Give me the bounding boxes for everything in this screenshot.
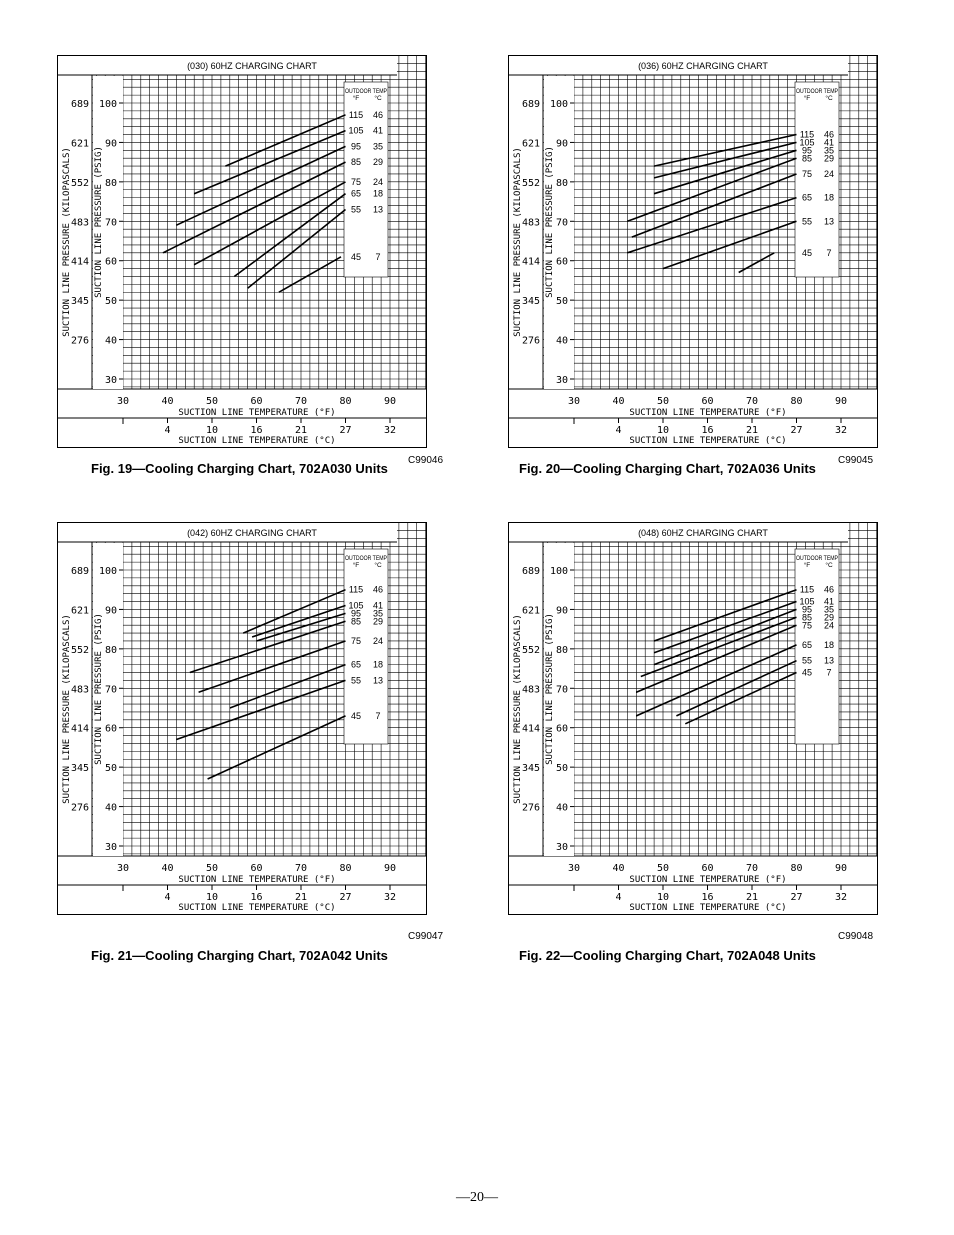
y-tick-label: 40 (555, 802, 568, 814)
legend-label-c: 13 (823, 216, 835, 227)
figure-code: C99046 (408, 455, 444, 466)
legend-label-c: 13 (823, 655, 835, 666)
y-axis-title-psig: SUCTION LINE PRESSURE (PSIG) (545, 146, 555, 298)
x-tick-label: 50 (205, 396, 219, 407)
legend-unit-f: °F (803, 562, 811, 569)
x-tick-label: 70 (745, 396, 759, 407)
kpa-tick-label: 552 (70, 644, 89, 656)
c-tick-label: 21 (745, 425, 759, 436)
legend-label-c: 7 (826, 247, 832, 258)
legend-label-f: 115 (348, 584, 364, 595)
y-tick-label: 50 (104, 763, 117, 775)
x-tick-label: 30 (567, 396, 581, 407)
legend-label-f: 105 (348, 600, 364, 611)
c-tick-label: 10 (656, 892, 670, 903)
legend-label-c: 46 (823, 129, 835, 140)
legend-label-c: 18 (372, 188, 384, 199)
y-axis-title-psig: SUCTION LINE PRESSURE (PSIG) (94, 146, 104, 298)
legend-label-f: 65 (350, 659, 362, 670)
legend-label-f: 95 (350, 608, 362, 619)
c-tick-label: 32 (383, 892, 397, 903)
legend-label-f: 85 (801, 153, 813, 164)
legend-label-c: 29 (372, 616, 384, 627)
legend-label-f: 115 (799, 584, 815, 595)
kpa-tick-label: 414 (521, 256, 540, 268)
y-tick-label: 70 (104, 684, 117, 696)
legend-label-f: 55 (801, 216, 813, 227)
charging-chart-030 (57, 55, 427, 448)
legend-label-f: 105 (348, 125, 364, 136)
legend-unit-c: °C (825, 95, 833, 102)
y-tick-label: 90 (555, 605, 568, 617)
legend-label-c: 46 (372, 109, 384, 120)
kpa-tick-label: 689 (70, 566, 89, 577)
y-tick-label: 80 (555, 644, 568, 656)
legend-label-f: 115 (348, 109, 364, 120)
x-tick-label: 40 (612, 863, 625, 874)
legend-label-f: 45 (801, 667, 813, 678)
chart-title: (030) 60HZ CHARGING CHART (187, 61, 317, 71)
legend-unit-c: °C (374, 95, 382, 102)
x-axis-title-c: SUCTION LINE TEMPERATURE (°C) (178, 903, 336, 913)
kpa-tick-label: 689 (521, 99, 540, 110)
legend-label-c: 13 (372, 204, 384, 215)
kpa-tick-label: 483 (521, 217, 540, 229)
legend-label-c: 29 (823, 153, 835, 164)
legend-label-f: 95 (801, 604, 813, 615)
c-tick-label: 4 (164, 892, 171, 903)
c-tick-label: 21 (745, 892, 759, 903)
kpa-tick-label: 621 (521, 605, 540, 617)
legend-label-c: 41 (372, 125, 384, 136)
kpa-tick-label: 414 (70, 256, 89, 268)
x-tick-label: 30 (116, 396, 130, 407)
legend-label-f: 85 (350, 616, 362, 627)
c-tick-label: 4 (615, 425, 622, 436)
legend-label-c: 35 (372, 608, 384, 619)
kpa-tick-label: 276 (521, 335, 540, 347)
c-tick-label: 27 (790, 425, 803, 436)
x-axis-title-c: SUCTION LINE TEMPERATURE (°C) (629, 436, 787, 446)
c-tick-label: 32 (834, 892, 848, 903)
x-tick-label: 60 (250, 396, 263, 407)
legend-heading: OUTDOOR TEMP (796, 555, 838, 562)
x-tick-label: 80 (790, 396, 803, 407)
legend-unit-c: °C (374, 562, 382, 569)
y-tick-label: 50 (104, 296, 117, 308)
legend-label-f: 105 (799, 596, 815, 607)
figure-caption: Fig. 22—Cooling Charging Chart, 702A048 Units (519, 948, 816, 963)
c-tick-label: 27 (339, 425, 352, 436)
kpa-tick-label: 276 (70, 335, 89, 347)
legend-label-f: 55 (350, 675, 362, 686)
figure-caption: Fig. 20—Cooling Charging Chart, 702A036 Units (519, 461, 816, 476)
c-tick-label: 10 (205, 892, 219, 903)
y-axis-title-kpa: SUCTION LINE PRESSURE (KILOPASCALS) (62, 147, 72, 337)
kpa-tick-label: 621 (70, 605, 89, 617)
legend-label-c: 13 (372, 675, 384, 686)
legend-label-c: 24 (372, 176, 384, 187)
y-tick-label: 50 (555, 763, 568, 775)
y-axis-title-kpa: SUCTION LINE PRESSURE (KILOPASCALS) (513, 147, 523, 337)
x-tick-label: 70 (294, 396, 308, 407)
y-tick-label: 100 (98, 566, 117, 577)
legend-label-f: 45 (350, 710, 362, 721)
x-axis-title-f: SUCTION LINE TEMPERATURE (°F) (629, 408, 787, 418)
x-axis-title-f: SUCTION LINE TEMPERATURE (°F) (178, 875, 336, 885)
legend-label-c: 18 (823, 639, 835, 650)
x-tick-label: 40 (161, 863, 174, 874)
y-tick-label: 100 (549, 99, 568, 110)
x-tick-label: 70 (294, 863, 308, 874)
legend-label-f: 115 (799, 129, 815, 140)
x-tick-label: 30 (116, 863, 130, 874)
legend-heading: OUTDOOR TEMP (345, 555, 387, 562)
x-tick-label: 70 (745, 863, 759, 874)
x-tick-label: 60 (701, 863, 714, 874)
legend-unit-f: °F (352, 562, 360, 569)
legend-label-f: 65 (801, 192, 813, 203)
kpa-tick-label: 483 (70, 684, 89, 696)
c-tick-label: 4 (164, 425, 171, 436)
y-tick-label: 90 (555, 138, 568, 150)
legend-label-c: 41 (372, 600, 384, 611)
c-tick-label: 10 (656, 425, 670, 436)
y-tick-label: 80 (555, 177, 568, 189)
y-tick-label: 100 (98, 99, 117, 110)
legend-label-f: 65 (350, 188, 362, 199)
c-tick-label: 32 (834, 425, 848, 436)
y-axis-title-kpa: SUCTION LINE PRESSURE (KILOPASCALS) (62, 614, 72, 804)
c-tick-label: 27 (339, 892, 352, 903)
x-tick-label: 40 (612, 396, 625, 407)
legend-label-c: 7 (375, 710, 381, 721)
y-tick-label: 70 (104, 217, 117, 229)
kpa-tick-label: 552 (70, 177, 89, 189)
kpa-tick-label: 552 (521, 177, 540, 189)
figure-code: C99048 (838, 931, 874, 942)
y-tick-label: 90 (104, 605, 117, 617)
y-tick-label: 60 (555, 723, 568, 735)
y-tick-label: 100 (549, 566, 568, 577)
kpa-tick-label: 483 (70, 217, 89, 229)
charging-chart-042 (57, 522, 427, 915)
legend-label-c: 29 (823, 612, 835, 623)
x-axis-title-c: SUCTION LINE TEMPERATURE (°C) (178, 436, 336, 446)
legend-label-c: 7 (375, 251, 381, 262)
y-tick-label: 40 (104, 802, 117, 814)
x-tick-label: 50 (656, 863, 670, 874)
legend-label-c: 41 (823, 137, 835, 148)
c-tick-label: 32 (383, 425, 397, 436)
x-tick-label: 40 (161, 396, 174, 407)
c-tick-label: 4 (615, 892, 622, 903)
legend-label-c: 24 (372, 635, 384, 646)
c-tick-label: 27 (790, 892, 803, 903)
y-tick-label: 70 (555, 684, 568, 696)
legend-label-f: 75 (350, 176, 362, 187)
kpa-tick-label: 345 (70, 296, 89, 308)
legend-label-f: 95 (801, 145, 813, 156)
charging-chart-048 (508, 522, 878, 915)
y-tick-label: 80 (104, 177, 117, 189)
x-tick-label: 90 (383, 396, 397, 407)
c-tick-label: 21 (294, 892, 308, 903)
kpa-tick-label: 621 (70, 138, 89, 150)
legend-label-c: 7 (826, 667, 832, 678)
legend-label-c: 35 (823, 604, 835, 615)
legend-label-c: 41 (823, 596, 835, 607)
y-tick-label: 90 (104, 138, 117, 150)
figure-code: C99047 (408, 931, 444, 942)
x-tick-label: 60 (701, 396, 714, 407)
kpa-tick-label: 345 (521, 296, 540, 308)
kpa-tick-label: 345 (70, 763, 89, 775)
y-axis-title-kpa: SUCTION LINE PRESSURE (KILOPASCALS) (513, 614, 523, 804)
x-tick-label: 90 (383, 863, 397, 874)
legend-label-f: 75 (350, 635, 362, 646)
x-axis-title-f: SUCTION LINE TEMPERATURE (°F) (629, 875, 787, 885)
legend-label-c: 18 (372, 659, 384, 670)
legend-label-f: 45 (350, 251, 362, 262)
chart-title: (036) 60HZ CHARGING CHART (638, 61, 768, 71)
x-tick-label: 90 (834, 863, 848, 874)
y-tick-label: 30 (555, 375, 568, 386)
x-tick-label: 50 (205, 863, 219, 874)
x-tick-label: 80 (339, 863, 352, 874)
legend-label-c: 35 (372, 141, 384, 152)
y-tick-label: 70 (555, 217, 568, 229)
y-tick-label: 60 (104, 723, 117, 735)
y-tick-label: 30 (555, 842, 568, 853)
y-tick-label: 50 (555, 296, 568, 308)
figure-caption: Fig. 21—Cooling Charging Chart, 702A042 Units (91, 948, 388, 963)
legend-label-c: 29 (372, 157, 384, 168)
legend-unit-c: °C (825, 562, 833, 569)
y-tick-label: 60 (555, 256, 568, 268)
x-tick-label: 50 (656, 396, 670, 407)
c-tick-label: 10 (205, 425, 219, 436)
legend-heading: OUTDOOR TEMP (796, 88, 838, 95)
legend-unit-f: °F (803, 95, 811, 102)
chart-title: (042) 60HZ CHARGING CHART (187, 528, 317, 538)
y-axis-title-psig: SUCTION LINE PRESSURE (PSIG) (94, 613, 104, 765)
x-tick-label: 30 (567, 863, 581, 874)
kpa-tick-label: 276 (521, 802, 540, 814)
kpa-tick-label: 345 (521, 763, 540, 775)
kpa-tick-label: 689 (70, 99, 89, 110)
legend-label-f: 85 (350, 157, 362, 168)
legend-label-f: 105 (799, 137, 815, 148)
legend-label-c: 18 (823, 192, 835, 203)
kpa-tick-label: 689 (521, 566, 540, 577)
legend-label-f: 85 (801, 612, 813, 623)
y-axis-title-psig: SUCTION LINE PRESSURE (PSIG) (545, 613, 555, 765)
legend-label-f: 75 (801, 168, 813, 179)
legend-label-c: 46 (823, 584, 835, 595)
c-tick-label: 16 (250, 425, 263, 436)
legend-label-f: 75 (801, 620, 813, 631)
c-tick-label: 16 (250, 892, 263, 903)
kpa-tick-label: 276 (70, 802, 89, 814)
charging-chart-036 (508, 55, 878, 448)
x-tick-label: 60 (250, 863, 263, 874)
page-number: —20— (456, 1190, 498, 1205)
y-tick-label: 30 (104, 842, 117, 853)
y-tick-label: 40 (104, 335, 117, 347)
legend-label-f: 55 (350, 204, 362, 215)
x-axis-title-f: SUCTION LINE TEMPERATURE (°F) (178, 408, 336, 418)
kpa-tick-label: 621 (521, 138, 540, 150)
legend-label-c: 24 (823, 168, 835, 179)
x-axis-title-c: SUCTION LINE TEMPERATURE (°C) (629, 903, 787, 913)
x-tick-label: 90 (834, 396, 848, 407)
y-tick-label: 30 (104, 375, 117, 386)
figure-code: C99045 (838, 455, 874, 466)
legend-label-c: 46 (372, 584, 384, 595)
figure-caption: Fig. 19—Cooling Charging Chart, 702A030 Units (91, 461, 388, 476)
c-tick-label: 16 (701, 425, 714, 436)
kpa-tick-label: 483 (521, 684, 540, 696)
y-tick-label: 80 (104, 644, 117, 656)
kpa-tick-label: 414 (521, 723, 540, 735)
legend-label-f: 55 (801, 655, 813, 666)
legend-label-f: 95 (350, 141, 362, 152)
x-tick-label: 80 (339, 396, 352, 407)
c-tick-label: 21 (294, 425, 308, 436)
kpa-tick-label: 552 (521, 644, 540, 656)
legend-label-f: 45 (801, 247, 813, 258)
legend-unit-f: °F (352, 95, 360, 102)
x-tick-label: 80 (790, 863, 803, 874)
legend-label-f: 65 (801, 639, 813, 650)
kpa-tick-label: 414 (70, 723, 89, 735)
chart-title: (048) 60HZ CHARGING CHART (638, 528, 768, 538)
c-tick-label: 16 (701, 892, 714, 903)
legend-label-c: 24 (823, 620, 835, 631)
legend-heading: OUTDOOR TEMP (345, 88, 387, 95)
legend-label-c: 35 (823, 145, 835, 156)
y-tick-label: 60 (104, 256, 117, 268)
y-tick-label: 40 (555, 335, 568, 347)
